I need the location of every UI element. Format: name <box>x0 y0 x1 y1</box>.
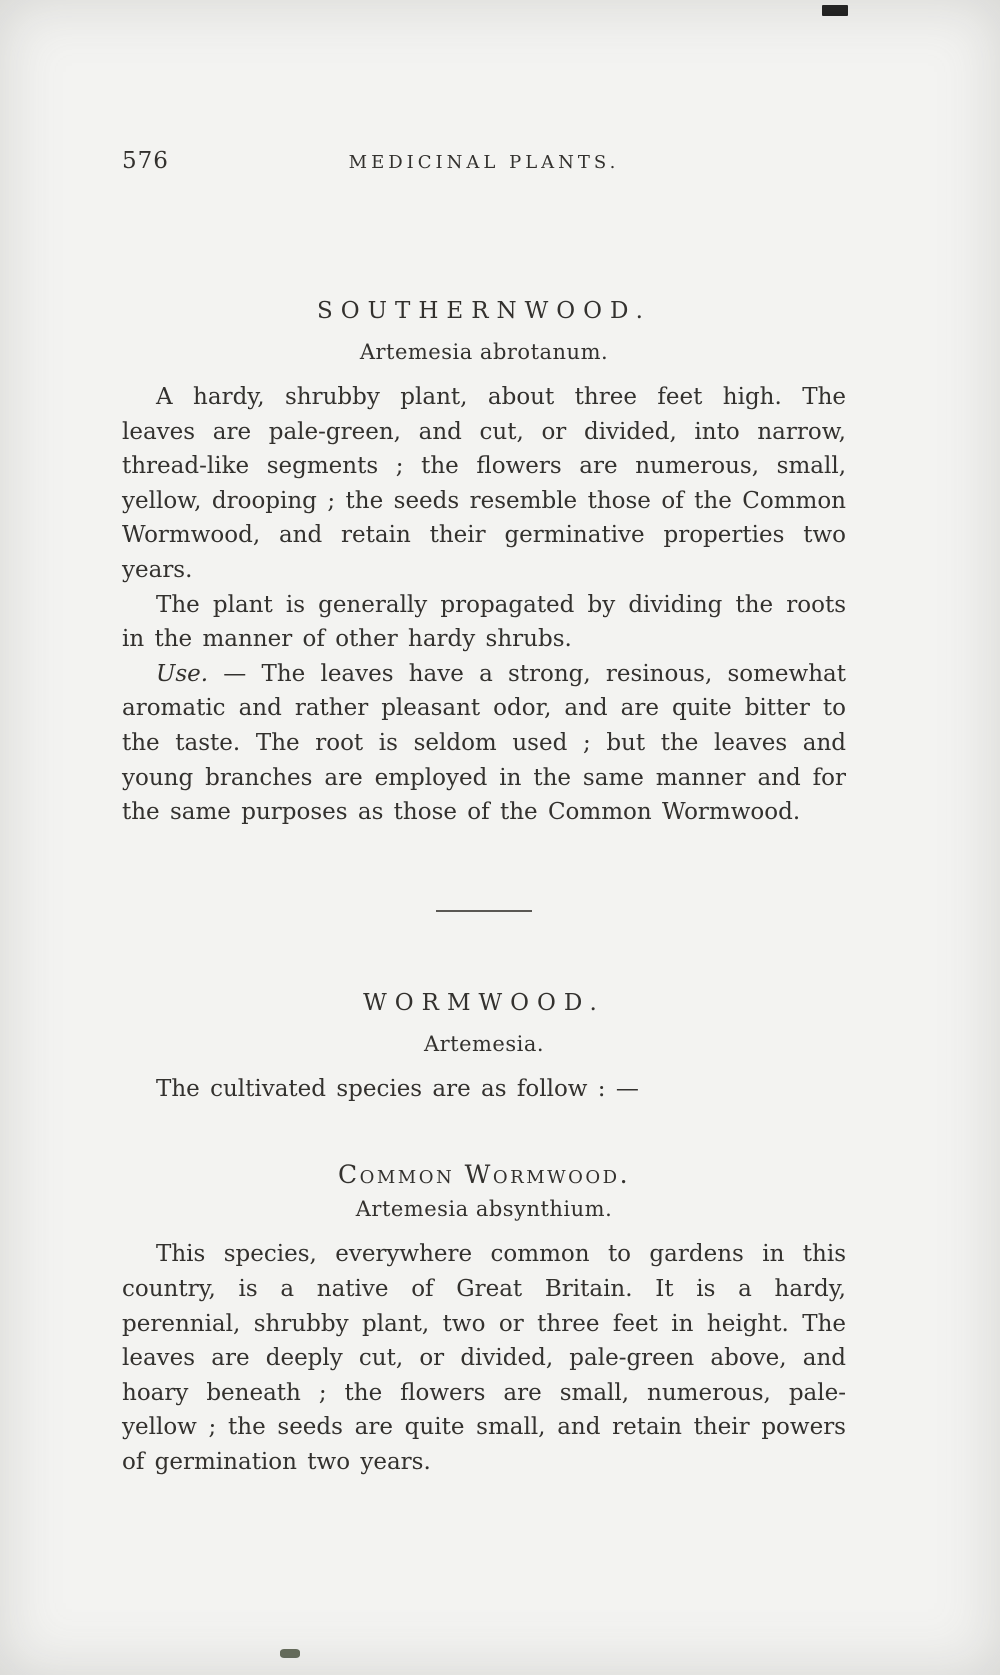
southernwood-latin-name: Artemesia abrotanum. <box>359 340 609 364</box>
text-block <box>122 0 846 1479</box>
use-text: — The leaves have a strong, resinous, somewhat aromatic and rather pleasant odor, and are quite bitter to the taste. The root is seldom used ; but the leaves and young branches are employed in the same manner and for the same purposes as those of the Common Wormwood. <box>122 660 846 826</box>
southernwood-paragraph-2: The plant is generally propagated by dividing the roots in the manner of other hardy shrubs. <box>122 591 846 653</box>
section-wormwood <box>122 990 846 1107</box>
section-divider <box>436 910 532 912</box>
scan-artifact-bottom-icon <box>280 1649 300 1658</box>
southernwood-use-paragraph <box>122 657 846 830</box>
common-wormwood-latin-name: Artemesia absynthium. <box>355 1197 613 1222</box>
southernwood-title: SOUTHERNWOOD. <box>317 298 651 324</box>
wormwood-latin-name: Artemesia. <box>423 1031 545 1056</box>
common-wormwood-paragraph-1: This species, everywhere common to gardens in this country, is a native of Great Britain. It is a hardy, perennial, shrubby plant, two or three feet in height. The leaves are deeply cut, or divided, pale-green above, and hoary beneath ; the flowers are small, numerous, pale-yellow ; the seeds are quite small, and retain their powers of germination two years. <box>122 1241 846 1475</box>
common-wormwood-title: Common Wormwood. <box>337 1160 631 1190</box>
running-header-title: MEDICINAL PLANTS. <box>348 152 620 173</box>
wormwood-title: WORMWOOD. <box>363 989 605 1016</box>
wormwood-intro-line: The cultivated species are as follow : — <box>156 1075 639 1102</box>
southernwood-paragraph-1: A hardy, shrubby plant, about three feet high. The leaves are pale-green, and cut, or divided, into narrow, thread-like segments ; the flowers are numerous, small, yellow, drooping ; the seeds resemble those of the Common Wormwood, and retain their germinative properties two years. <box>122 384 846 583</box>
section-common-wormwood <box>122 1160 846 1479</box>
running-head <box>122 148 846 178</box>
page-number: 576 <box>122 148 169 174</box>
use-label: Use. <box>156 660 209 687</box>
section-southernwood <box>122 298 846 830</box>
